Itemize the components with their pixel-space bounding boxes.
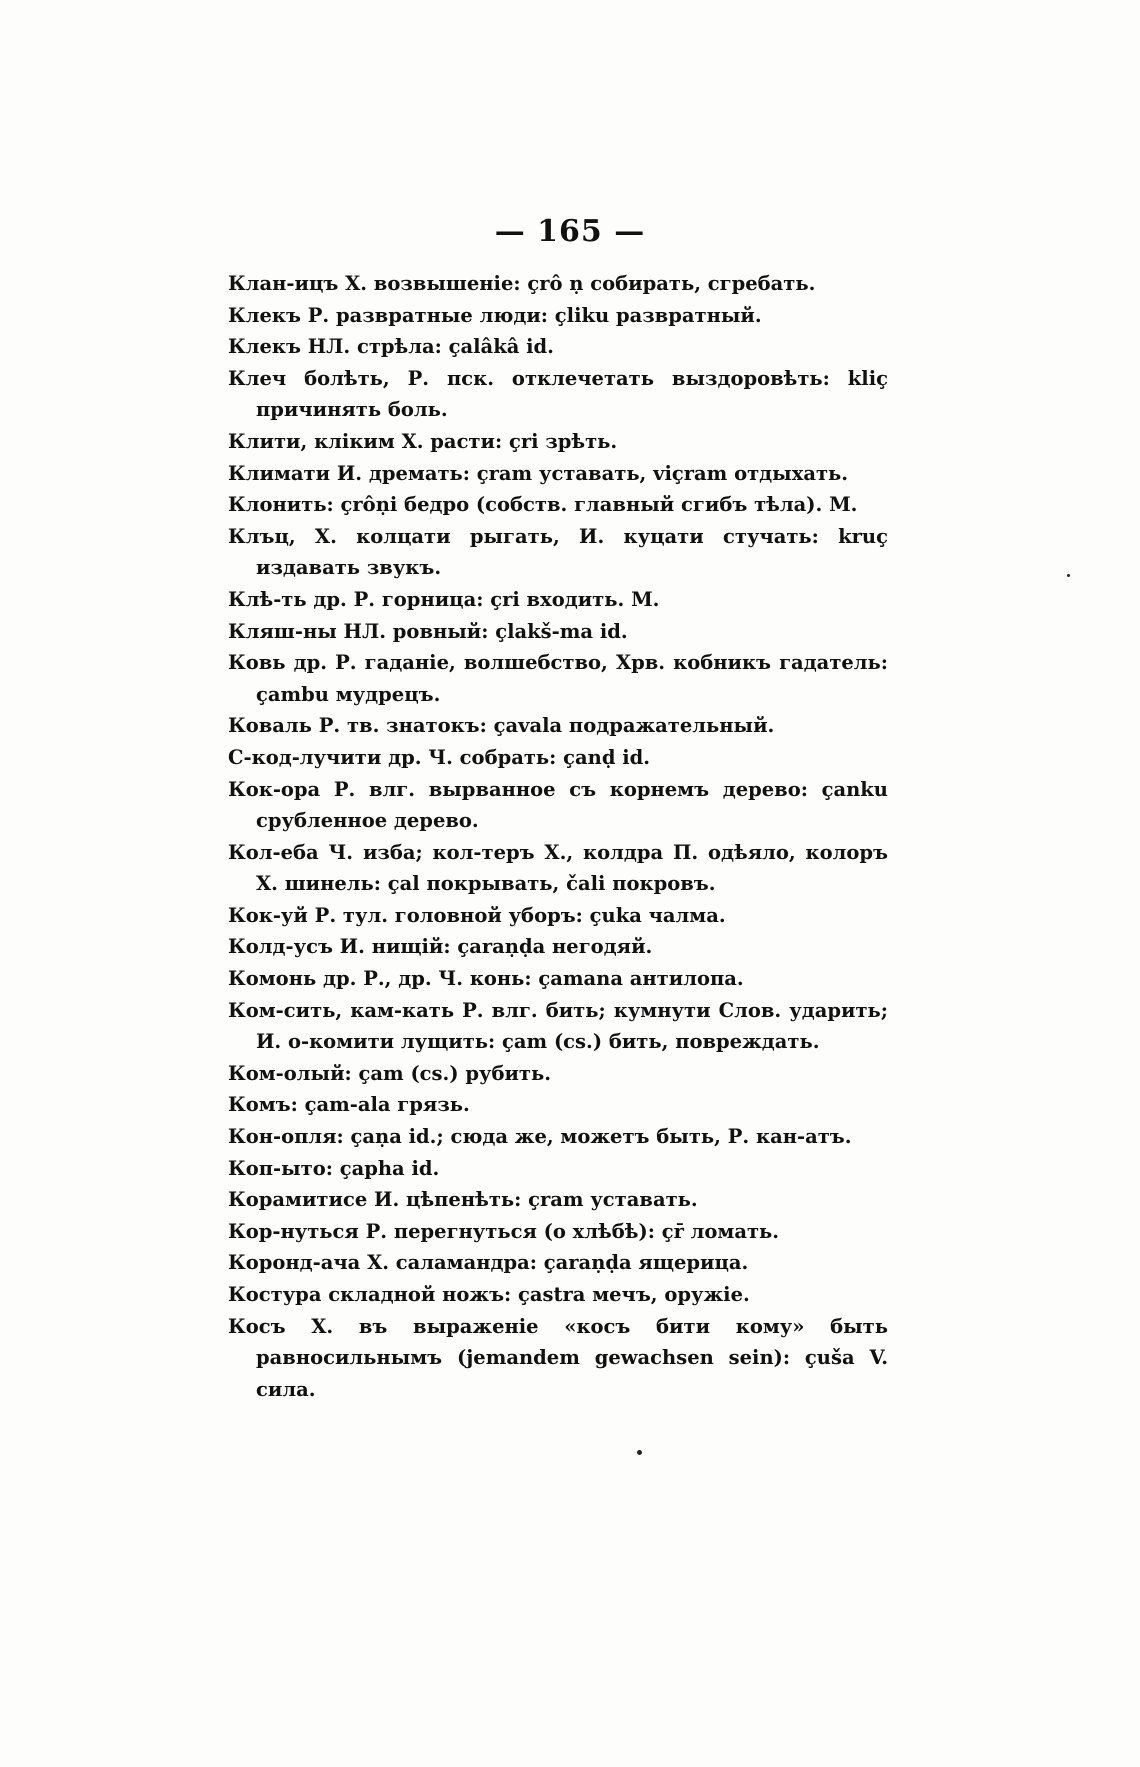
dictionary-entry: Клан-ицъ Х. возвышеніе: çrô ṇ собирать, сгребать. [228, 272, 816, 295]
dictionary-entry: Колд-усъ И. нищій: çaraṇḍa негодяй. [228, 935, 653, 959]
dictionary-entry: Косъ Х. въ выраженіе «косъ бити кому» быть равносильнымъ (jemandem gewachsen sein): çuša V. сила. [228, 1314, 888, 1401]
dictionary-entry: Ковь др. Р. гаданіе, волшебство, Хрв. кобникъ гадатель: çambu мудрецъ. [228, 651, 888, 706]
dictionary-entries [228, 268, 888, 1405]
dictionary-entry: Кол-еба Ч. изба; кол-теръ Х., колдра П. одѣяло, колоръ Х. шинель: çal покрывать, čali покровъ. [228, 840, 888, 896]
dictionary-entry: Комонь др. Р., др. Ч. конь: çamana антилопа. [228, 967, 744, 991]
dictionary-entry: Коваль Р. тв. знатокъ: çavala подражательный. [228, 714, 775, 738]
dictionary-entry: Клити, кліким Х. расти: çri зрѣть. [228, 429, 618, 453]
dictionary-entry: Клъц, Х. колцати рыгать, И. куцати стучать: kruç издавать звукъ. [228, 524, 888, 580]
dictionary-entry: Кляш-ны НЛ. ровный: çlakš-ma id. [228, 619, 628, 643]
page-number: — 165 — [494, 214, 646, 249]
dictionary-entry: Ком-сить, кам-кать Р. влг. бить; кумнути Слов. ударить; И. о-комити лущить: çam (cs.) бить, повреждать. [228, 998, 888, 1054]
dictionary-entry: Комъ: çam-ala грязь. [228, 1093, 470, 1117]
bottom-ink-dot [637, 1450, 642, 1455]
margin-ink-speck [1067, 574, 1070, 577]
dictionary-entry: Клонить: çrôṇi бедро (собств. главный сгибъ тѣла). М. [228, 493, 858, 517]
dictionary-entry: С-код-лучити др. Ч. собрать: çanḍ id. [228, 745, 651, 769]
dictionary-entry: Коронд-ача Х. саламандра: çaraṇḍa ящерица. [228, 1251, 749, 1275]
dictionary-entry: Клекъ Р. развратные люди: çliku развратный. [228, 303, 762, 327]
dictionary-entry: Коп-ыто: çapha id. [228, 1156, 440, 1180]
dictionary-entry: Кок-уй Р. тул. головной уборъ: çuka чалма. [228, 903, 726, 927]
dictionary-entry: Климати И. дремать: çram уставать, viçram отдыхать. [228, 461, 849, 485]
dictionary-entry: Клекъ НЛ. стрѣла: çalâkâ id. [228, 335, 554, 359]
dictionary-entry: Корамитисе И. цѣпенѣть: çram уставать. [228, 1188, 698, 1212]
dictionary-entry: Клѣ-ть др. Р. горница: çri входить. М. [228, 587, 660, 611]
dictionary-entry: Ком-олый: çam (cs.) рубить. [228, 1061, 552, 1085]
dictionary-entry: Костура складной ножъ: çastra мечъ, оружіе. [228, 1283, 750, 1306]
dictionary-entry: Клеч болѣть, Р. пск. отклечетать выздоровѣть: kliç причинять боль. [228, 366, 888, 422]
dictionary-entry: Кон-опля: çaṇa id.; сюда же, можетъ быть, Р. кан-атъ. [228, 1125, 852, 1149]
dictionary-entry: Кок-ора Р. влг. вырванное съ корнемъ дерево: çanku срубленное дерево. [228, 777, 888, 833]
dictionary-entry: Кор-нуться Р. перегнуться (о хлѣбѣ): çr̄ ломать. [228, 1219, 780, 1243]
